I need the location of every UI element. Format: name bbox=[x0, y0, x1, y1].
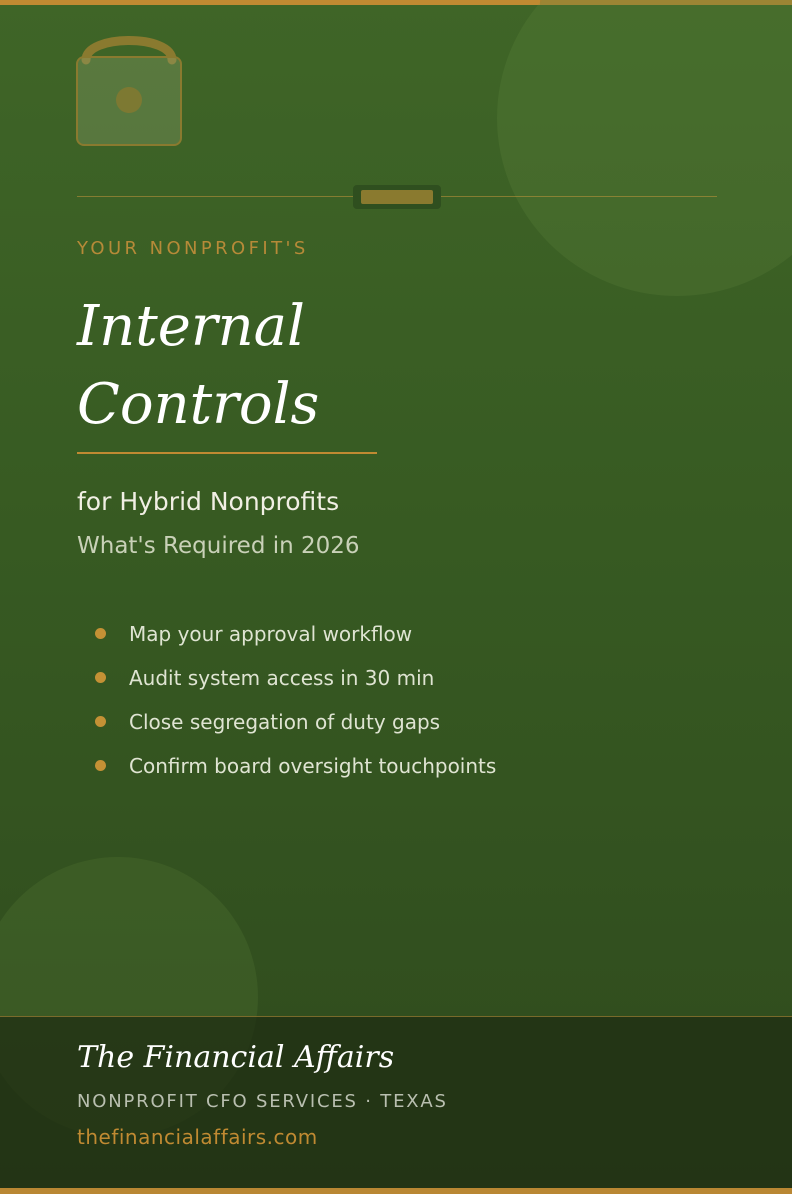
checklist-item bbox=[93, 708, 496, 752]
checklist bbox=[93, 620, 496, 796]
eyebrow-label: YOUR NONPROFIT'S bbox=[77, 238, 309, 259]
bullet-dot-icon bbox=[95, 760, 106, 771]
checklist-item-label: Close segregation of duty gaps bbox=[129, 710, 441, 734]
brand-name: The Financial Affairs bbox=[77, 1040, 395, 1075]
title-underline bbox=[77, 452, 377, 454]
website-link[interactable]: thefinancialaffairs.com bbox=[77, 1125, 318, 1149]
subtitle-year: What's Required in 2026 bbox=[77, 533, 360, 559]
brand-tagline: NONPROFIT CFO SERVICES · TEXAS bbox=[77, 1091, 448, 1112]
checklist-item bbox=[93, 752, 496, 796]
bullet-dot-icon bbox=[95, 716, 106, 727]
bullet-dot-icon bbox=[95, 628, 106, 639]
page-title bbox=[77, 288, 477, 444]
checklist-item-label: Map your approval workflow bbox=[129, 622, 413, 646]
padlock-icon bbox=[76, 28, 182, 146]
bullet-dot-icon bbox=[95, 672, 106, 683]
checklist-item-label: Confirm board oversight touchpoints bbox=[129, 754, 497, 778]
checklist-item bbox=[93, 664, 496, 708]
title-line-1: Internal bbox=[77, 294, 305, 359]
title-line-2: Controls bbox=[77, 372, 320, 437]
decorative-circle-top bbox=[497, 0, 792, 296]
top-accent-bar bbox=[0, 0, 540, 5]
checklist-item-label: Audit system access in 30 min bbox=[129, 666, 435, 690]
checklist-item bbox=[93, 620, 496, 664]
divider-ornament-inner bbox=[361, 190, 433, 204]
bottom-accent-bar bbox=[0, 1188, 792, 1194]
subtitle: for Hybrid Nonprofits bbox=[77, 487, 340, 516]
